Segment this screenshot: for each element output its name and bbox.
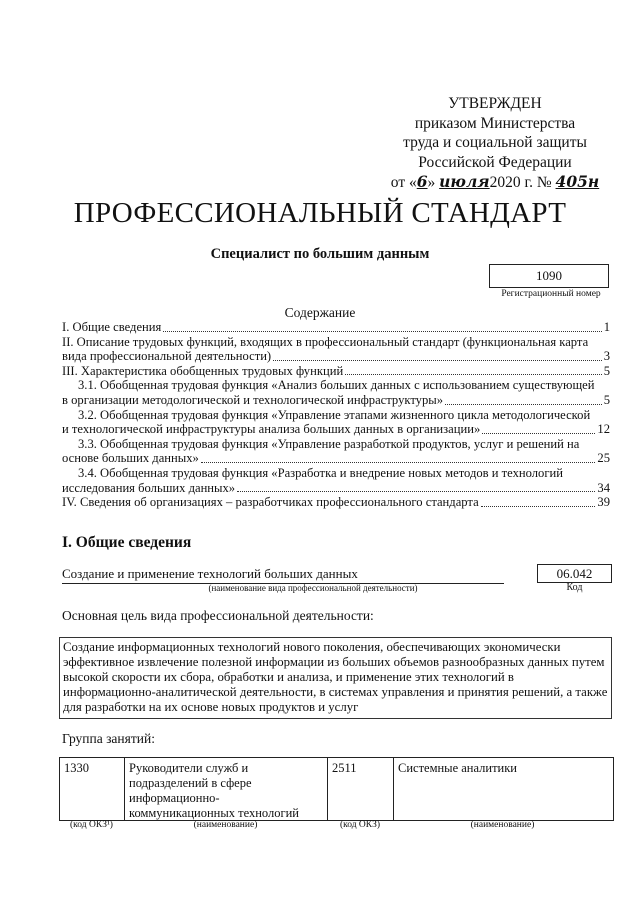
document-title: ПРОФЕССИОНАЛЬНЫЙ СТАНДАРТ [73, 197, 567, 229]
goal-text: Создание информационных технологий нового поколения, обеспечивающих экономически эффективное извлечение полезной информации из больших объемов разнообразных данных путем высокой скорости их сбора, обработки и анализа, и применение этих технологий в информационно-аналитической деятельности, в системах управления и принятия решений, а также для разработки на их основе новых продуктов и услуг [59, 637, 612, 719]
okz-code-cell: 2511 [328, 758, 394, 820]
toc-item[interactable]: 3.1. Обобщенная трудовая функция «Анализ больших данных с использованием существующей в организации методологической и технологической инфраструктуры» 5 [62, 378, 610, 407]
toc-item[interactable]: 3.2. Обобщенная трудовая функция «Управление этапами жизненного цикла методологической и технологической инфраструктуры анализа больших данных в организации» 12 [62, 407, 610, 437]
approval-line: Российской Федерации [418, 153, 572, 171]
okz-caption: (код ОКЗ¹) [70, 820, 113, 830]
toc-item[interactable]: I. Общие сведения 1 [62, 320, 610, 334]
registration-number: 1090 [489, 264, 609, 288]
date-day: 6 [416, 172, 428, 191]
toc-item[interactable]: II. Описание трудовых функций, входящих в профессиональный стандарт (функциональная карта вида профессиональной деятельности) 3 [62, 334, 610, 364]
date-prefix: от « [390, 174, 417, 191]
occupation-name-cell: Руководители служб и подразделений в сфере информационно-коммуникационных технологий [125, 758, 328, 820]
approval-line: приказом Министерства [414, 114, 576, 132]
approval-line: труда и социальной защиты [403, 134, 587, 151]
activity-code: 06.042 [537, 564, 612, 583]
approval-date [380, 172, 610, 193]
code-caption: Код [566, 582, 583, 593]
group-label: Группа занятий: [62, 731, 155, 746]
goal-label: Основная цель вида профессиональной деятельности: [62, 608, 374, 623]
activity-caption: (наименование вида профессиональной деятельности) [208, 583, 418, 593]
name-caption: (наименование) [193, 820, 258, 830]
okz-caption: (код ОКЗ) [339, 820, 381, 830]
order-number: 405н [555, 172, 600, 191]
toc-item[interactable]: 3.3. Обобщенная трудовая функция «Управление разработкой продуктов, услуг и решений на основе больших данных» 25 [62, 436, 610, 466]
toc-item[interactable]: IV. Сведения об организациях – разработчиках профессионального стандарта 39 [62, 495, 610, 510]
date-month: июля [439, 172, 490, 191]
activity-name: Создание и применение технологий больших данных [62, 566, 504, 584]
approval-block [380, 94, 610, 193]
occupation-name-cell: Системные аналитики [398, 761, 517, 775]
toc-item[interactable]: 3.4. Обобщенная трудовая функция «Разработка и внедрение новых методов и технологий исследования больших данных» 34 [62, 465, 610, 495]
document-subtitle: Специалист по большим данным [210, 246, 430, 262]
toc-item[interactable]: III. Характеристика обобщенных трудовых функций 5 [62, 363, 610, 378]
approval-title: УТВЕРЖДЕН [448, 95, 542, 112]
okz-code-cell: 1330 [60, 758, 125, 820]
date-year: 2020 г. № [489, 174, 552, 191]
toc-title: Содержание [284, 305, 356, 320]
date-mid: » [427, 174, 436, 191]
section-heading: I. Общие сведения [62, 534, 192, 551]
occupation-group-table [59, 757, 614, 821]
registration-label: Регистрационный номер [501, 289, 601, 299]
table-of-contents [62, 320, 610, 510]
name-caption: (наименование) [470, 820, 535, 830]
